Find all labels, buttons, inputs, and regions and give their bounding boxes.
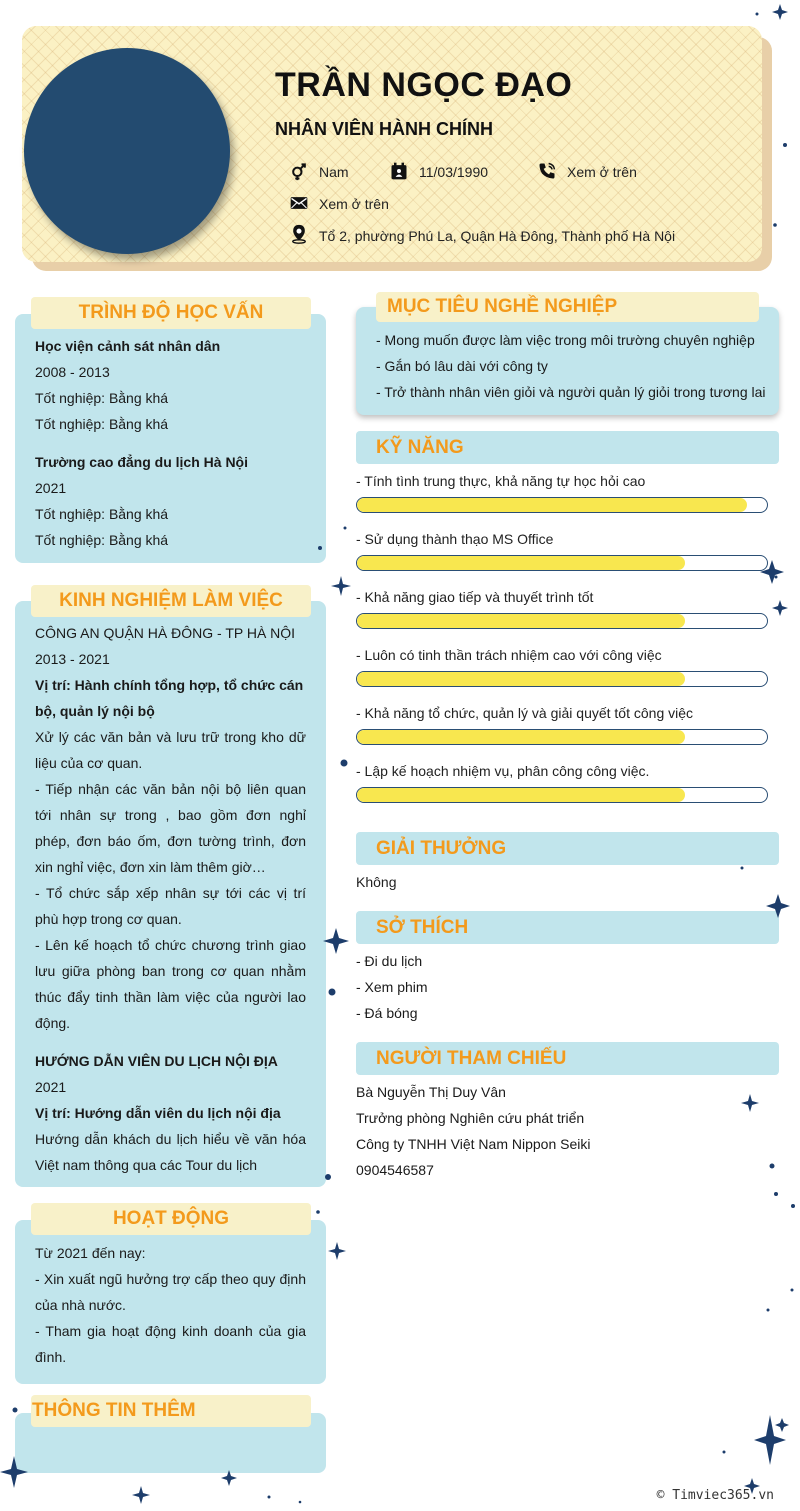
objective-item: - Mong muốn được làm việc trong môi trường chuyên nghiệp bbox=[376, 332, 755, 348]
references-title: NGƯỜI THAM CHIẾU bbox=[356, 1042, 779, 1075]
experience-description: - Lên kế hoạch tổ chức chương trình giao lưu giữa phòng ban trong cơ quan nhằm thúc đẩy tinh thần làm việc của người lao động. bbox=[35, 937, 306, 1031]
activities-title: HOẠT ĐỘNG bbox=[31, 1203, 311, 1235]
gender-value: Nam bbox=[319, 164, 349, 180]
skill-label: - Luôn có tinh thần trách nhiệm cao với công việc bbox=[356, 647, 662, 663]
skills-title: KỸ NĂNG bbox=[356, 431, 779, 464]
reference-name: Bà Nguyễn Thị Duy Vân bbox=[356, 1084, 506, 1100]
phone-value: Xem ở trên bbox=[567, 164, 637, 180]
skill-label: - Lập kế hoạch nhiệm vụ, phân công công việc. bbox=[356, 763, 650, 779]
experience-position: Vị trí: Hướng dẫn viên du lịch nội địa bbox=[35, 1105, 281, 1121]
education-grade: Tốt nghiệp: Bằng khá bbox=[35, 416, 169, 432]
star-icon bbox=[221, 1470, 237, 1486]
skill-label: - Khả năng tổ chức, quản lý và giải quyết tốt công việc bbox=[356, 705, 694, 721]
star-icon bbox=[772, 600, 788, 616]
birthday-value: 11/03/1990 bbox=[419, 164, 489, 180]
star-icon bbox=[766, 894, 790, 918]
star-icon bbox=[328, 1242, 346, 1260]
education-grade: Tốt nghiệp: Bằng khá bbox=[35, 390, 169, 406]
star-icon bbox=[775, 1418, 789, 1432]
education-school: Học viện cảnh sát nhân dân bbox=[35, 338, 221, 354]
hobby-item: - Xem phim bbox=[356, 979, 428, 995]
star-icon bbox=[132, 1486, 150, 1504]
hobbies-title: SỞ THÍCH bbox=[356, 911, 779, 944]
experience-description: - Tổ chức sắp xếp nhân sự tới các vị trí phù hợp trong cơ quan. bbox=[35, 885, 306, 927]
awards-text: Không bbox=[356, 874, 397, 890]
hobby-item: - Đi du lịch bbox=[356, 953, 423, 969]
education-school: Trường cao đẳng du lịch Hà Nội bbox=[35, 454, 248, 470]
education-grade: Tốt nghiệp: Bằng khá bbox=[35, 506, 169, 522]
email-value: Xem ở trên bbox=[319, 196, 389, 212]
hobby-item: - Đá bóng bbox=[356, 1005, 418, 1021]
education-years: 2021 bbox=[35, 480, 67, 496]
address-value: Tổ 2, phường Phú La, Quận Hà Đông, Thành phố Hà Nội bbox=[319, 228, 676, 244]
star-icon bbox=[772, 4, 788, 20]
experience-years: 2021 bbox=[35, 1079, 67, 1095]
awards-title: GIẢI THƯỞNG bbox=[356, 832, 779, 865]
experience-title: KINH NGHIỆM LÀM VIỆC bbox=[31, 585, 311, 617]
reference-company: Công ty TNHH Việt Nam Nippon Seiki bbox=[356, 1136, 591, 1152]
candidate-name: TRẦN NGỌC ĐẠO bbox=[275, 66, 573, 104]
extra-info-title: THÔNG TIN THÊM bbox=[31, 1395, 311, 1427]
job-title: NHÂN VIÊN HÀNH CHÍNH bbox=[275, 119, 494, 139]
activities-line: - Xin xuất ngũ hưởng trợ cấp theo quy định của nhà nước. bbox=[35, 1271, 306, 1313]
experience-description: Hướng dẫn khách du lịch hiểu về văn hóa Việt nam thông qua các Tour du lịch bbox=[35, 1131, 306, 1173]
experience-description: Xử lý các văn bản và lưu trữ trong kho dữ liệu của cơ quan. bbox=[35, 729, 306, 771]
objective-title: MỤC TIÊU NGHỀ NGHIỆP bbox=[376, 292, 759, 322]
star-icon bbox=[741, 1094, 759, 1112]
activities-line: Từ 2021 đến nay: bbox=[35, 1245, 146, 1261]
skill-label: - Sử dụng thành thạo MS Office bbox=[356, 531, 554, 547]
experience-years: 2013 - 2021 bbox=[35, 651, 110, 667]
education-title: TRÌNH ĐỘ HỌC VẤN bbox=[31, 297, 311, 329]
experience-company: CÔNG AN QUẬN HÀ ĐÔNG - TP HÀ NỘI bbox=[35, 625, 296, 641]
experience-description: - Tiếp nhận các văn bản nội bộ liên quan tới nhân sự trong , bao gồm đơn nghỉ phép, đơn báo ốm, đơn tường trình, đơn xin nghỉ việc, đơn xin làm thêm giờ… bbox=[35, 781, 306, 875]
education-grade: Tốt nghiệp: Bằng khá bbox=[35, 532, 169, 548]
skill-label: - Khả năng giao tiếp và thuyết trình tốt bbox=[356, 589, 594, 605]
star-icon bbox=[323, 928, 349, 954]
experience-company: HƯỚNG DẪN VIÊN DU LỊCH NỘI ĐỊA bbox=[35, 1053, 278, 1069]
experience-position: Vị trí: Hành chính tổng hợp, tổ chức cán bộ, quản lý nội bộ bbox=[35, 677, 304, 719]
education-years: 2008 - 2013 bbox=[35, 364, 110, 380]
reference-position: Trưởng phòng Nghiên cứu phát triển bbox=[356, 1110, 585, 1126]
skill-label: - Tính tình trung thực, khả năng tự học hỏi cao bbox=[356, 473, 646, 489]
copyright: © Timviec365.vn bbox=[656, 1488, 774, 1503]
activities-line: - Tham gia hoạt động kinh doanh của gia đình. bbox=[35, 1323, 306, 1365]
star-icon bbox=[0, 1456, 28, 1488]
objective-item: - Trở thành nhân viên giỏi và người quản lý giỏi trong tương lai bbox=[376, 384, 766, 400]
star-icon bbox=[760, 560, 784, 584]
star-icon bbox=[331, 576, 351, 596]
reference-phone: 0904546587 bbox=[356, 1162, 434, 1178]
objective-item: - Gắn bó lâu dài với công ty bbox=[376, 358, 548, 374]
